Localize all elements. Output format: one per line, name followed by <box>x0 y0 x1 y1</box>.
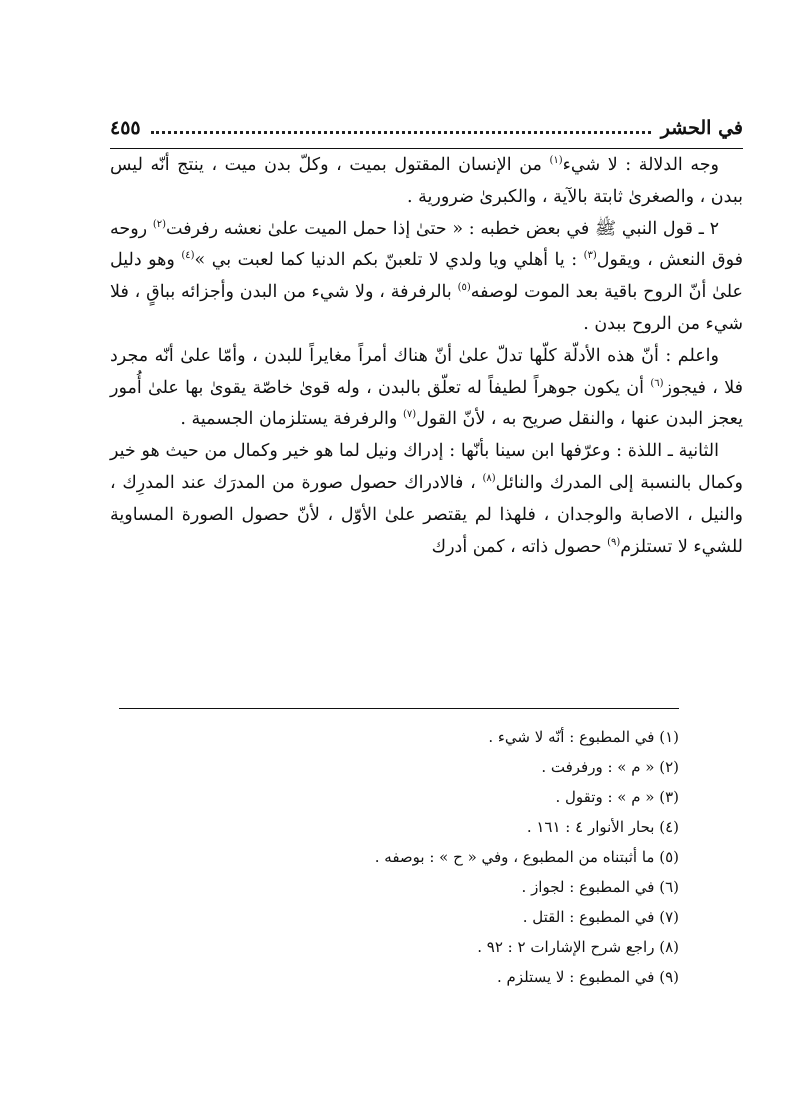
footnote-ref[interactable]: (٧) <box>402 409 417 421</box>
footnote-ref[interactable]: (٤) <box>181 250 195 262</box>
footnote-ref[interactable]: (٨) <box>482 473 496 485</box>
text-run: ٢ ـ قول النبي ﷺ في بعض خطبه : « حتىٰ إذا حمل الميت علىٰ نعشه رفرفت <box>166 218 719 239</box>
text-run: روحه فوق النعش ، ويقول <box>110 218 743 271</box>
footnote: (٣) « م » : وتقول . <box>555 788 679 806</box>
text-run: ، فالادراك حصول صورة من المدرَك عند المدرِك ، والنيل ، الاصابة والوجدان ، فلهذا لم يقتصر علىٰ الأوّل ، لأنّ حصول الصورة المساوية للشيء لا تستلزم <box>110 472 743 557</box>
text-run: وهو دليل علىٰ أنّ الروح باقية بعد الموت لوصفه <box>110 250 743 303</box>
footnote-ref[interactable]: (١) <box>549 155 563 167</box>
header-dot-leader <box>151 131 651 134</box>
paragraph <box>110 341 743 436</box>
footnote-ref[interactable]: (٢) <box>152 218 167 230</box>
footnote: (٢) « م » : ورفرفت . <box>541 758 679 776</box>
text-run: أن يكون جوهراً لطيفاً له تعلّق بالبدن ، وله قوىٰ خاصّة يقوىٰ بها علىٰ أُمور يعجز البدن عنها ، والنقل صريح به ، لأنّ القول <box>110 377 743 430</box>
text-run: بالرفرفة ، ولا شيء من البدن وأجزائه بباقٍ ، فلا شيء من الروح ببدن . <box>110 282 743 334</box>
footnote: (٤) بحار الأنوار ٤ : ١٦١ . <box>526 818 679 836</box>
footnote: (٩) في المطبوع : لا يستلزم . <box>497 968 679 986</box>
text-run: من الإنسان المقتول بميت ، وكلّ بدن ميت ، ينتج أنّه ليس ببدن ، والصغرىٰ ثابتة بالآية ، والكبرىٰ ضرورية . <box>110 155 743 207</box>
footnotes <box>110 722 679 992</box>
footnote-ref[interactable]: (٣) <box>583 250 597 262</box>
footnote-ref[interactable]: (٩) <box>607 536 621 548</box>
paragraph <box>110 214 743 341</box>
footnote-separator <box>119 708 679 709</box>
footnote: (٨) راجع شرح الإشارات ٢ : ٩٢ . <box>477 938 679 956</box>
text-run: الثانية ـ اللذة : وعرّفها ابن سينا بأنّها : إدراك ونيل لما هو خير وكمال من حيث هو خير وكمال بالنسبة إلى المدرك والنائل <box>110 441 743 493</box>
text-run: حصول ذاته ، كمن أدرك <box>431 536 608 557</box>
page-number: ٤٥٥ <box>110 117 141 139</box>
main-text <box>110 150 743 563</box>
paragraph <box>110 150 743 214</box>
footnote: (٦) في المطبوع : لجواز . <box>521 878 679 896</box>
footnote: (١) في المطبوع : أنّه لا شيء . <box>488 728 679 746</box>
text-run: وجه الدلالة : لا شيء <box>562 155 719 175</box>
text-run: والرفرفة يستلزمان الجسمية . <box>180 409 403 430</box>
footnote-ref[interactable]: (٦) <box>650 377 664 389</box>
footnote: (٥) ما أثبتناه من المطبوع ، وفي « ح » : بوصفه . <box>374 848 679 866</box>
paragraph <box>110 436 743 563</box>
text-run: : يا أهلي ويا ولدي لا تلعبنّ بكم الدنيا كما لعبت بي » <box>194 250 584 271</box>
running-header <box>110 108 743 149</box>
footnote: (٧) في المطبوع : القتل . <box>522 908 679 926</box>
footnote-ref[interactable]: (٥) <box>457 282 471 294</box>
chapter-title: في الحشر <box>660 117 743 139</box>
text-run: واعلم : أنّ هذه الأدلّة كلّها تدلّ علىٰ أنّ هناك أمراً مغايراً للبدن ، وأمّا علىٰ أنّه مجرد فلا ، فيجوز <box>110 345 743 398</box>
